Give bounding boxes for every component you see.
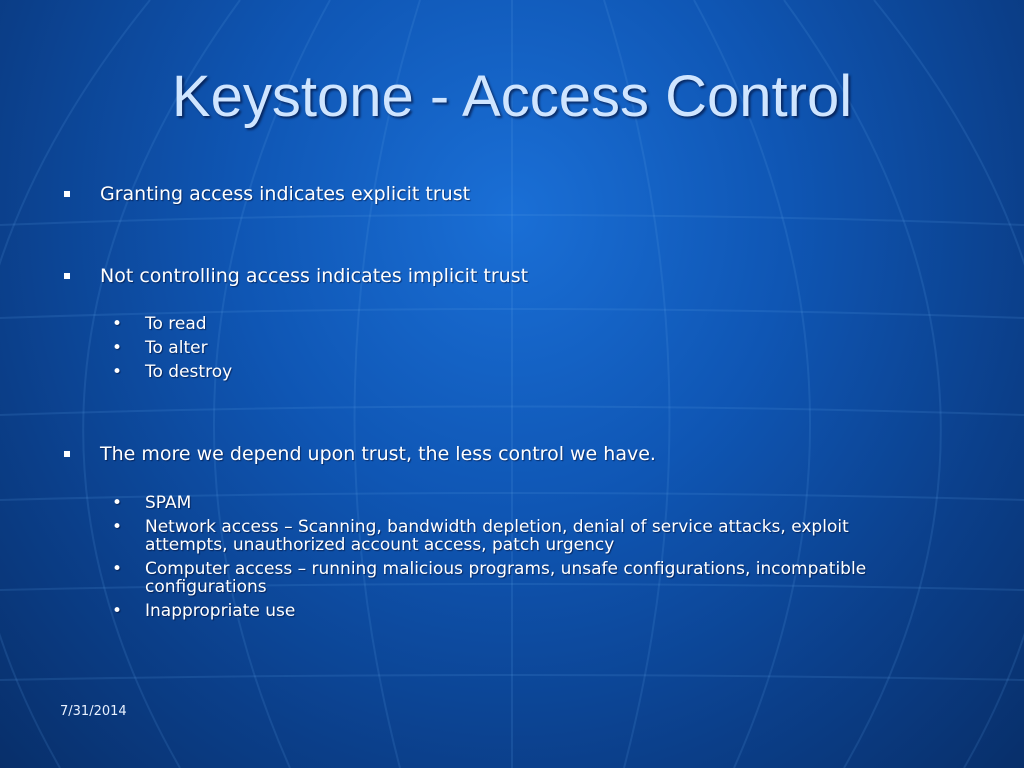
sub-bullet-text: To destroy: [145, 362, 233, 382]
bullet-text: Granting access indicates explicit trust: [100, 183, 471, 205]
bullet-text: The more we depend upon trust, the less control we have.: [100, 443, 656, 465]
sub-bullet-item: [112, 339, 912, 357]
sub-bullet-list-1: [112, 315, 912, 387]
square-bullet-icon: [64, 451, 70, 457]
slide-title: Keystone - Access Control: [171, 64, 853, 129]
dot-bullet-icon: •: [112, 559, 123, 579]
square-bullet-icon: [64, 273, 70, 279]
sub-bullet-text: Computer access – running malicious programs, unsafe configurations, incompatible configurations: [145, 559, 867, 597]
sub-bullet-item: [112, 602, 912, 620]
dot-bullet-icon: •: [112, 517, 123, 537]
square-bullet-icon: [64, 191, 70, 197]
sub-bullet-item: [112, 363, 912, 381]
sub-bullet-item: [112, 518, 912, 554]
sub-bullet-text: Network access – Scanning, bandwidth depletion, denial of service attacks, exploit attempts, unauthorized account access, patch urgency: [145, 517, 849, 555]
sub-bullet-item: [112, 560, 912, 596]
dot-bullet-icon: •: [112, 493, 123, 513]
dot-bullet-icon: •: [112, 362, 123, 382]
dot-bullet-icon: •: [112, 338, 123, 358]
sub-bullet-text: To read: [145, 314, 207, 334]
slide-date: 7/31/2014: [60, 704, 127, 719]
dot-bullet-icon: •: [112, 314, 123, 334]
dot-bullet-icon: •: [112, 601, 123, 621]
sub-bullet-item: [112, 315, 912, 333]
sub-bullet-text: Inappropriate use: [145, 601, 296, 621]
sub-bullet-list-2: [112, 494, 912, 626]
sub-bullet-item: [112, 494, 912, 512]
bullet-text: Not controlling access indicates implicit trust: [100, 265, 529, 287]
sub-bullet-text: SPAM: [145, 493, 192, 513]
sub-bullet-text: To alter: [145, 338, 208, 358]
